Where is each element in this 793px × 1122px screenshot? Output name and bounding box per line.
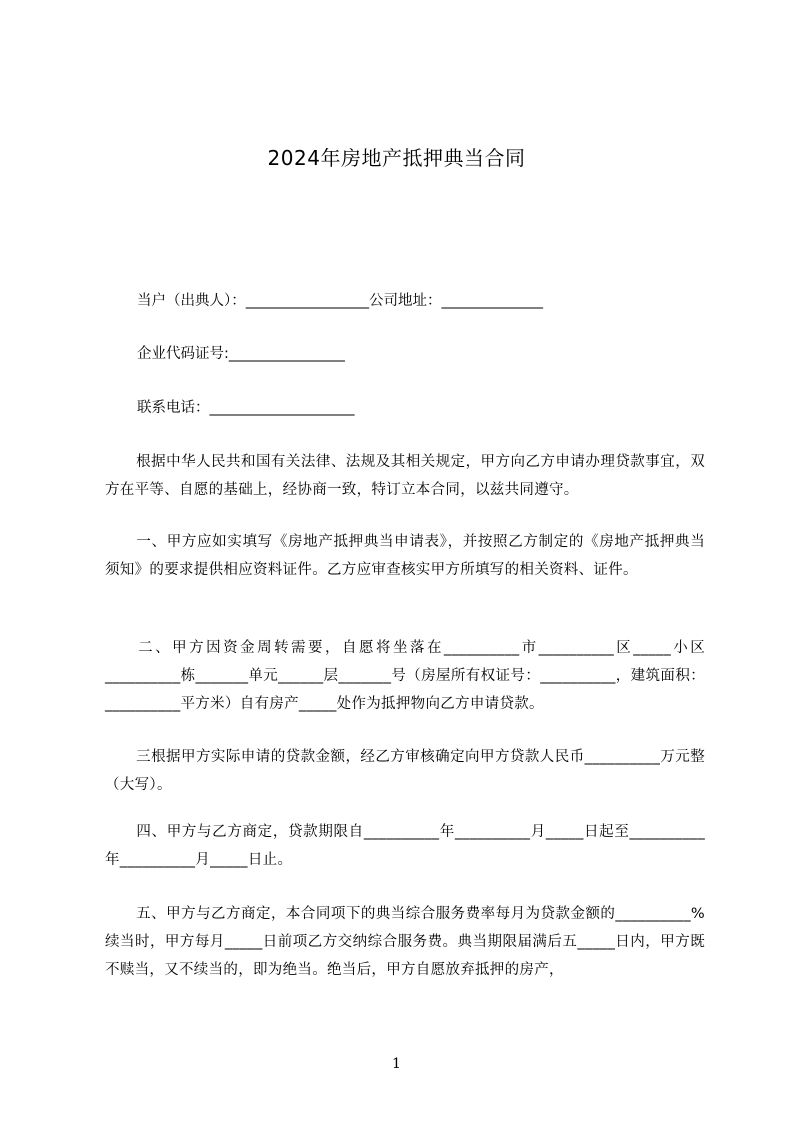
- preamble-paragraph: 根据中华人民共和国有关法律、法规及其相关规定，甲方向乙方申请办理贷款事宜，双方在平等、自愿的基础上，经协商一致，特订立本合同，以兹共同遵守。: [105, 454, 705, 498]
- phone-field: 联系电话：____________________: [137, 400, 355, 416]
- enterprise-code-field: 企业代码证号:________________: [137, 346, 345, 362]
- pawner-address-field: 当户（出典人）：_________________公司地址：______________: [137, 293, 543, 309]
- clause-3-paragraph: 三根据甲方实际申请的贷款金额，经乙方审核确定向甲方贷款人民币__________万元整（大写）。: [105, 749, 705, 793]
- page-title: 2024年房地产抵押典当合同: [267, 146, 526, 170]
- page-number: 1: [392, 1056, 401, 1072]
- clause-4-paragraph: 四、甲方与乙方商定，贷款期限自__________年__________月_____日起至__________年__________月_____日止。: [105, 824, 705, 868]
- clause-2-paragraph: 二、甲方因资金周转需要，自愿将坐落在__________市__________区_____小区__________栋_______单元______层_______号（房屋所有权证号：__________，建筑面积：__________平方米）自有房产_____处作为抵押物向乙方申请贷款。: [105, 640, 705, 712]
- clause-5-paragraph: 五、甲方与乙方商定，本合同项下的典当综合服务费率每月为贷款金额的__________% 续当时，甲方每月_____日前项乙方交纳综合服务费。典当期限届满后五_____日内，甲方既不赎当，又不续当的，即为绝当。绝当后，甲方自愿放弃抵押的房产，: [105, 906, 705, 978]
- clause-1-paragraph: 一、甲方应如实填写《房地产抵押典当申请表》，并按照乙方制定的《房地产抵押典当须知》的要求提供相应资料证件。乙方应审查核实甲方所填写的相关资料、证件。: [105, 534, 705, 578]
